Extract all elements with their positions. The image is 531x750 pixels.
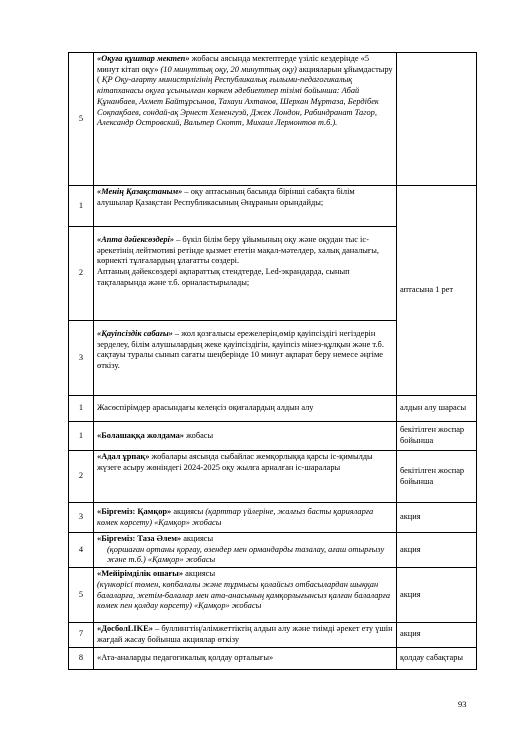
activity-title: «Болашаққа жолдама» xyxy=(97,430,184,440)
table-row xyxy=(69,568,477,623)
activity-italic: (күнкөрісі төмен, көпбалалы және тұрмысы қолайсыз отбасылардан шыққан балаларға, жетім-балалар мен ата-анасының қамқорлығынсыз қалған балаларға көмек пен қолдау көрсету) «Қамқор» жобасы xyxy=(97,579,391,611)
activity-italic-2: ҚР Оқу-ағарту министрлігінің Республикалық ғылыми-педагогикалық кітапханасы оқуға ұсынылған көркем әдебиеттер тізімі бойынша: Абай Құнанбаев, Ахмет Байтұрсынов, Тахауи Ахтанов, Шерхан Мұртаза, Бердібек Соқпақбаев, сондай-ақ Эрнест Хеменгуэй, Джек Лондон, Рабиндранат Тагор, Александр Островский, Вальтер Скотт, Михаил Лермонтов т.б.). xyxy=(97,75,379,128)
row-description xyxy=(94,623,397,647)
table-row xyxy=(69,53,477,186)
activity-title: «Менің Қазақстаным» xyxy=(97,187,183,196)
activity-title: «ДосболLIKE» xyxy=(97,624,153,634)
activity-text: акциясы xyxy=(181,534,214,543)
activity-text: акциясы xyxy=(171,506,206,516)
row-note: алдын алу шарасы xyxy=(397,396,477,422)
page-number: 93 xyxy=(458,699,467,709)
activity-text: жобасы xyxy=(183,430,214,440)
row-description: «Ата-аналарды педагогикалық қолдау орталығы» xyxy=(94,647,397,669)
activity-title: «Апта дәйексөздері» xyxy=(97,235,175,244)
row-description: Жасөспірімдер арасындағы келеңсіз оқиғалардың алдын алу xyxy=(94,396,397,422)
row-number: 5 xyxy=(69,568,94,623)
table-row xyxy=(69,186,477,227)
row-description xyxy=(94,451,397,503)
activity-italic: (қоршаған ортаны қорғау, өзендер мен ормандарды тазалау, ағаш отырғызу және т.б.) «Қамқор» жобасы xyxy=(107,544,385,565)
activity-title: «Оқуға құштар мектеп» xyxy=(97,54,190,63)
table-row xyxy=(69,396,477,422)
row-number: 2 xyxy=(69,227,94,321)
activity-text-2: Аптаның дәйексөздері ақпараттық стендтерде, Led-экрандарда, сынып тақталарында және т.б. орналастырылады; xyxy=(97,267,350,287)
row-description xyxy=(94,186,397,227)
row-note: қолдау сабақтары xyxy=(397,647,477,669)
activity-text: – оқу аптасының басында бірінші сабақта білім алушылар Қазақстан Республикасының Әнұранын орындайды; xyxy=(97,187,355,207)
row-note: бекітілген жоспар бойынша xyxy=(397,422,477,451)
table-row xyxy=(69,533,477,568)
row-note: акция xyxy=(397,503,477,533)
activity-text-2: акцияларын ұйымдастыру ( xyxy=(97,64,393,85)
row-description xyxy=(94,568,397,623)
row-number: 4 xyxy=(69,533,94,568)
activity-text: – жол қозғалысы ережелерін,өмір қауіпсіздігі негіздерін зерделеу, білім алушылардың жеке қауіпсіздігін, қауіпсіз мінез-құлқын және т.б. сақтауы туралы сынып сағаты шеңберінде 10 минут ақпарат беру немесе әңгіме өткізу. xyxy=(97,329,384,371)
activity-italic: (10 минуттық оқу, 20 минуттық оқу) xyxy=(160,64,297,74)
row-number: 8 xyxy=(69,647,94,669)
row-number: 1 xyxy=(69,396,94,422)
activity-title: «Біргеміз: Қамқор» xyxy=(97,506,172,516)
activity-text: жобалары аясында сыбайлас жемқорлыққа қарсы іс-қимылды жүзеге асыру жөніндегі 2024-2025 оқу жылға арналған іс-шаралары xyxy=(97,452,373,472)
row-number: 2 xyxy=(69,451,94,503)
row-note: акция xyxy=(397,623,477,647)
row-number: 3 xyxy=(69,321,94,396)
table-row xyxy=(69,422,477,451)
row-note xyxy=(397,53,477,186)
row-number: 7 xyxy=(69,623,94,647)
activity-italic: (қарттар үйлеріне, жалғыз басты қарияларға көмек көрсету) «Қамқор» жобасы xyxy=(97,506,374,527)
table-row xyxy=(69,647,477,669)
row-number: 3 xyxy=(69,503,94,533)
activity-title: «Адал ұрпақ» xyxy=(97,452,150,461)
row-number: 1 xyxy=(69,186,94,227)
row-note: бекітілген жоспар бойынша xyxy=(397,451,477,503)
row-description xyxy=(94,321,397,396)
table-row xyxy=(69,451,477,503)
table-row xyxy=(69,623,477,647)
activity-title: «Қауіпсіздік сабағы» xyxy=(97,329,173,338)
row-number: 1 xyxy=(69,422,94,451)
activity-title: «Мейірімділік ошағы» xyxy=(97,569,184,579)
row-description xyxy=(94,227,397,321)
row-description xyxy=(94,503,397,533)
row-description xyxy=(94,533,397,568)
activity-text: жобасы аясында мектептерде үзіліс кездерінде «5 минут кітап оқу» xyxy=(97,54,370,74)
merged-frequency-note: аптасына 1 рет xyxy=(397,186,477,396)
row-note: акция xyxy=(397,568,477,623)
row-description xyxy=(94,422,397,451)
row-note: акция xyxy=(397,533,477,568)
activities-table xyxy=(68,52,477,670)
activity-text: акциясы xyxy=(183,569,216,579)
activity-text: – буллингтің/әлімжеттіктің алдын алу және тиімді әрекет ету үшін жағдай жасау бойынша акциялар өткізу xyxy=(97,624,393,644)
row-description xyxy=(94,53,397,186)
activity-title: «Біргеміз: Таза Әлем» xyxy=(97,534,182,543)
table-row xyxy=(69,503,477,533)
row-number: 5 xyxy=(69,53,94,186)
activity-text: – бүкіл білім беру ұйымының оқу және оқудан тыс іс-әрекетінің лейтмотиві ретінде қызмет ететін мақал-мәтелдер, халық даналығы, көрнекті тұлғалардың ұлағатты сөздері. xyxy=(97,235,380,266)
